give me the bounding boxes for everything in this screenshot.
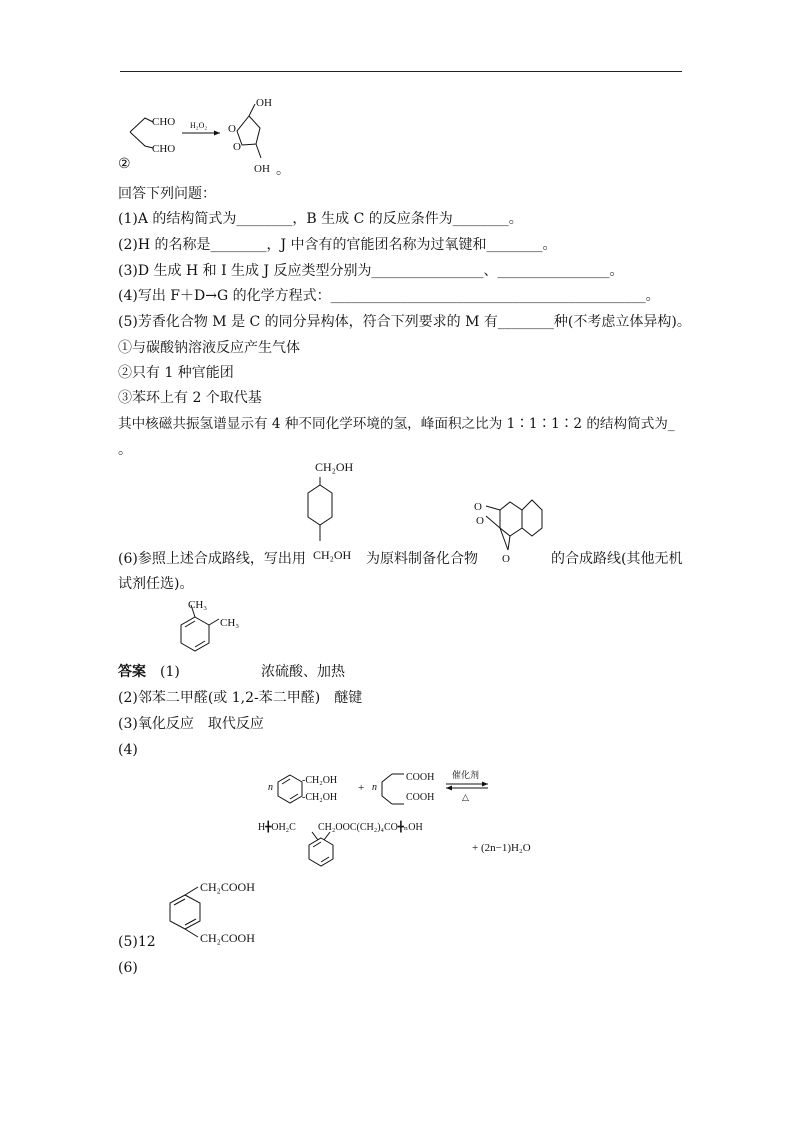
q1-text: (1)A 的结构简式为________，B 生成 C 的反应条件为________。 [118, 211, 523, 227]
a1-num: (1) [160, 664, 180, 680]
a4-label: (4) [118, 742, 138, 758]
ring-o2-label: O [233, 141, 241, 153]
a2-text: (2)邻苯二甲醛(或 1,2-苯二甲醛) 醚键 [118, 690, 363, 706]
bicyclic-o3-label: O [502, 553, 510, 565]
intro-marker: ② [118, 156, 131, 172]
poly-water: + (2n−1)H₂O [472, 842, 531, 854]
ring-o1-label: O [228, 123, 236, 135]
polycondensation-equation [260, 760, 560, 880]
eq-heat: △ [462, 792, 469, 802]
bicyclic-target-structure [470, 488, 560, 568]
q5b-text: 其中核磁共振氢谱显示有 4 种不同化学环境的氢，峰面积之比为 1∶1∶1∶2 的结构简式为_ [118, 416, 675, 432]
a5-text: (5)12 [118, 934, 156, 950]
a3-text: (3)氧化反应 取代反应 [118, 716, 264, 732]
h2o2-label: H₂O₂ [190, 121, 208, 130]
eq-cooh-2: COOH [406, 792, 435, 803]
poly-right: CH₂OOC(CH₂)₄CO╋ₙOH [318, 822, 423, 833]
eq-n2: n [372, 782, 377, 793]
ch3-top-label: CH₃ [188, 599, 208, 611]
benzene-diacetic-acid-structure [150, 875, 290, 955]
ch2oh-bottom-label: CH₂OH [313, 548, 352, 562]
q6-text-a: (6)参照上述合成路线，写出用 [118, 551, 306, 567]
ch2cooh-top-label: CH₂COOH [200, 880, 255, 894]
cho-top-label: CHO [152, 116, 176, 128]
a6-text: (6) [118, 960, 138, 976]
eq-plus: + [358, 782, 365, 794]
a1-condition: 浓硫酸、加热 [261, 664, 345, 680]
q6-text-c: 的合成路线(其他无机 [551, 551, 683, 567]
oh-top-label: OH [256, 97, 272, 109]
q6-text-d: 试剂任选)。 [118, 576, 194, 592]
header-rule [120, 71, 682, 72]
poly-left: H╋OH₂C [258, 822, 296, 833]
ch2oh-top-label: CH₂OH [315, 460, 354, 474]
q3-text: (3)D 生成 H 和 I 生成 J 反应类型分别为________________、________________。 [118, 263, 624, 279]
condition-2: ②只有 1 种官能团 [118, 365, 234, 381]
q4-text: (4)写出 F＋D→G 的化学方程式：_____________________________________________。 [118, 288, 660, 304]
eq-cooh-1: COOH [406, 772, 435, 783]
q5-text: (5)芳香化合物 M 是 C 的同分异构体，符合下列要求的 M 有________种(不考虑立体异构)。 [118, 314, 691, 330]
answer-label: 答案 [118, 664, 146, 680]
prompt-text: 回答下列问题： [118, 186, 216, 202]
eq-n1: n [268, 782, 273, 793]
condition-3: ③苯环上有 2 个取代基 [118, 390, 262, 406]
q5c-text: 。 [118, 442, 132, 458]
eq-catalyst: 催化剂 [452, 770, 480, 780]
condition-1: ①与碳酸钠溶液反应产生气体 [118, 340, 300, 356]
oh-bottom-label: OH [254, 163, 270, 175]
intro-end: 。 [276, 162, 290, 178]
q6-text-b: 为原料制备化合物 [366, 551, 478, 567]
q2-text: (2)H 的名称是________，J 中含有的官能团名称为过氧键和________。 [118, 237, 557, 253]
bicyclic-o2-label: O [476, 515, 484, 527]
bicyclic-o1-label: O [474, 501, 482, 513]
cho-bottom-label: CHO [152, 143, 176, 155]
ch2cooh-bottom-label: CH₂COOH [200, 931, 255, 945]
eq-ch2oh-1: -CH₂OH [302, 775, 338, 786]
ch3-right-label: CH₃ [220, 617, 240, 629]
eq-ch2oh-2: -CH₂OH [302, 792, 338, 803]
